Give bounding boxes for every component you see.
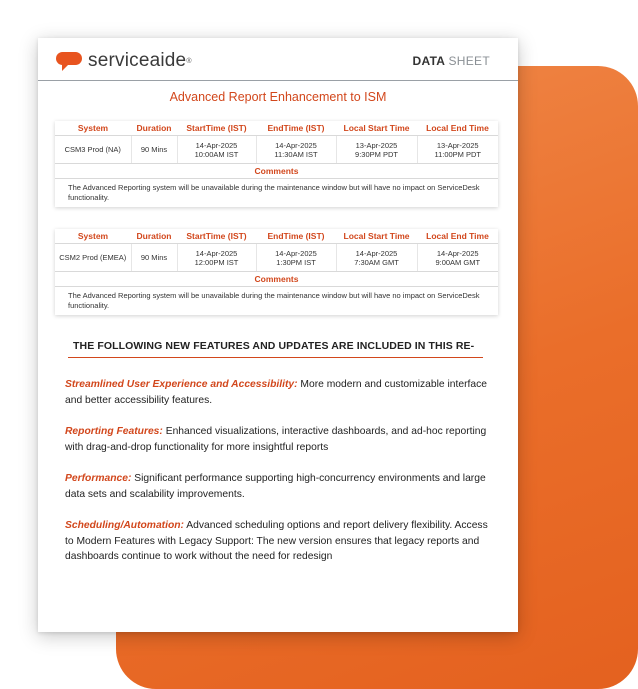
- end-date: 14-Apr-2025: [275, 140, 317, 150]
- system-cell: CSM3 Prod (NA): [55, 136, 131, 164]
- feature-item: [65, 377, 495, 408]
- column-header: StartTime (IST): [177, 229, 256, 244]
- feature-title: Performance:: [65, 473, 132, 484]
- column-header: Duration: [131, 121, 177, 136]
- feature-title: Streamlined User Experience and Accessibility:: [65, 379, 298, 390]
- feature-title: Reporting Features:: [65, 426, 163, 437]
- local-end-date: 14-Apr-2025: [436, 248, 479, 258]
- local-end-cell: [417, 244, 498, 272]
- feature-item: [65, 424, 495, 455]
- end-time: 1:30PM IST: [276, 257, 316, 267]
- start-time: 12:00PM IST: [194, 257, 239, 267]
- maintenance-table: [55, 229, 498, 315]
- feature-item: [65, 518, 495, 565]
- data-sheet-label: [413, 54, 490, 68]
- data-sheet-label-a: DATA: [412, 54, 445, 68]
- features-heading: THE FOLLOWING NEW FEATURES AND UPDATES ARE INCLUDED IN THIS RE-: [73, 340, 475, 352]
- column-header: Local Start Time: [336, 121, 417, 136]
- local-start-date: 14-Apr-2025: [355, 248, 398, 258]
- start-time-cell: [177, 244, 256, 272]
- column-header: Local End Time: [417, 229, 498, 244]
- sheet-header: [38, 38, 518, 81]
- end-date: 14-Apr-2025: [275, 248, 317, 258]
- table-row: [55, 136, 498, 164]
- start-date: 14-Apr-2025: [195, 248, 238, 258]
- comments-header: Comments: [55, 272, 498, 287]
- feature-item: [65, 471, 495, 502]
- column-header: System: [55, 121, 131, 136]
- serviceaide-logo: [56, 50, 191, 72]
- table-header-row: [55, 121, 498, 136]
- document-title: Advanced Report Enhancement to ISM: [169, 90, 387, 104]
- features-divider: [68, 357, 483, 358]
- local-start-time: 7:30AM GMT: [354, 257, 399, 267]
- comments-text: The Advanced Reporting system will be unavailable during the maintenance window but will have no impact on ServiceDesk functionality.: [68, 291, 480, 310]
- local-end-cell: [417, 136, 498, 164]
- local-start-time: 9:30PM PDT: [355, 149, 398, 159]
- start-time: 10:00AM IST: [194, 149, 239, 159]
- comments-text: The Advanced Reporting system will be unavailable during the maintenance window but will have no impact on ServiceDesk functionality.: [68, 183, 480, 202]
- column-header: EndTime (IST): [256, 121, 336, 136]
- local-start-cell: [336, 136, 417, 164]
- speech-bubble-icon: [56, 52, 82, 70]
- start-date: 14-Apr-2025: [195, 140, 238, 150]
- maintenance-table: [55, 121, 498, 207]
- start-time-cell: [177, 136, 256, 164]
- local-end-time: 9:00AM GMT: [435, 257, 481, 267]
- column-header: Local End Time: [417, 121, 498, 136]
- end-time-cell: [256, 244, 336, 272]
- table-row: [55, 244, 498, 272]
- duration-cell: 90 Mins: [131, 244, 177, 272]
- column-header: System: [55, 229, 131, 244]
- feature-text: More modern and customizable interface and better accessibility features.: [65, 379, 487, 406]
- column-header: EndTime (IST): [256, 229, 336, 244]
- registered-mark: ®: [186, 57, 192, 65]
- column-header: Duration: [131, 229, 177, 244]
- system-cell: CSM2 Prod (EMEA): [55, 244, 131, 272]
- local-start-date: 13-Apr-2025: [355, 140, 398, 150]
- column-header: Local Start Time: [336, 229, 417, 244]
- end-time: 11:30AM IST: [274, 149, 318, 159]
- duration-cell: 90 Mins: [131, 136, 177, 164]
- feature-text: Significant performance supporting high-concurrency environments and large data sets and scalability improvements.: [65, 473, 486, 500]
- data-sheet-page: [38, 38, 518, 632]
- local-end-date: 13-Apr-2025: [436, 140, 479, 150]
- local-start-cell: [336, 244, 417, 272]
- feature-text: Advanced scheduling options and report delivery flexibility. Access to Modern Features with Legacy Support: The new version ensures that legacy reports and dashboards continue to work without the need for redesign: [65, 520, 488, 562]
- column-header: StartTime (IST): [177, 121, 256, 136]
- table-header-row: [55, 229, 498, 244]
- logo-text: serviceaide: [88, 50, 187, 71]
- end-time-cell: [256, 136, 336, 164]
- feature-text: Enhanced visualizations, interactive dashboards, and ad-hoc reporting with drag-and-drop functionality for more insightful reports: [65, 426, 487, 453]
- feature-title: Scheduling/Automation:: [65, 520, 184, 531]
- data-sheet-label-b: SHEET: [448, 54, 490, 68]
- local-end-time: 11:00PM PDT: [434, 149, 482, 159]
- comments-header: Comments: [55, 164, 498, 179]
